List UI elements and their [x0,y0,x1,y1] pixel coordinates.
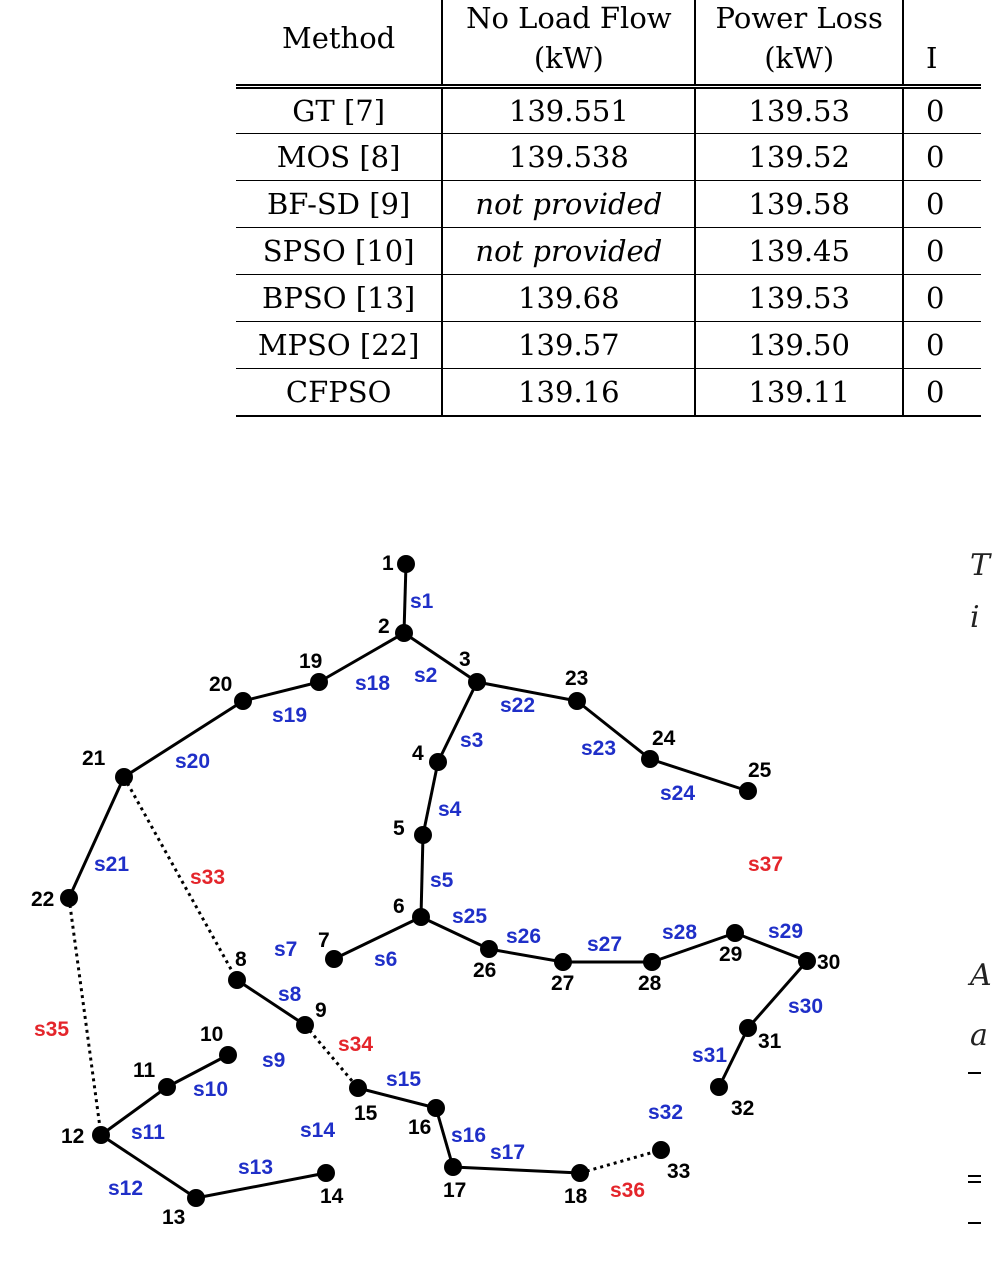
bus-node [429,753,447,771]
bus-node [652,1141,670,1159]
bus-node [310,673,328,691]
bus-label: 10 [200,1023,224,1046]
bus-node [317,1164,335,1182]
cell-power-loss: 139.45 [695,228,903,275]
switch-label: s30 [788,995,824,1018]
bus-node [643,953,661,971]
switch-label: s24 [660,782,696,805]
bus-node [480,940,498,958]
bus-label: 4 [412,742,424,765]
cell-partial: 0 [903,228,981,275]
bus-node [739,1019,757,1037]
switch-label: s8 [278,983,302,1006]
switch-label: s16 [451,1124,487,1147]
bus-label: 5 [393,817,405,840]
cut-rule [968,1181,981,1183]
table-header-row [236,0,981,87]
bus-label: 33 [667,1160,691,1183]
switch-label: s3 [460,729,484,752]
switch-label: s15 [386,1068,422,1091]
switch-label: s31 [692,1044,728,1067]
bus-label: 16 [408,1116,432,1139]
header-power-loss-line2: (kW) [764,41,835,75]
cell-method: BF-SD [9] [236,181,442,228]
bus-label: 7 [318,929,330,952]
bus-node [412,908,430,926]
cut-text-fragment: i [970,600,980,635]
cut-rule [968,1222,981,1224]
branch-line [69,777,124,898]
tie-switch-label: s36 [610,1179,646,1202]
bus-label: 32 [731,1097,755,1120]
bus-label: 15 [354,1102,378,1125]
bus-node [349,1079,367,1097]
cell-power-loss: 139.53 [695,87,903,134]
bus-node [92,1126,110,1144]
network-diagram [0,530,860,1250]
bus-node [554,953,572,971]
header-partial-line2: I [926,41,938,75]
bus-label: 22 [31,888,55,911]
switch-label: s9 [262,1049,286,1072]
bus-node [641,750,659,768]
bus-label: 19 [299,650,323,673]
bus-node [158,1078,176,1096]
branch-line [489,949,563,962]
switch-label: s14 [300,1119,336,1142]
table-row [236,87,981,134]
tie-switch-label: s33 [190,866,226,889]
bus-label: 24 [652,727,676,750]
tie-line [69,898,101,1135]
table-row [236,275,981,322]
cell-power-loss: 139.58 [695,181,903,228]
branch-line [421,835,423,917]
bus-label: 11 [133,1059,156,1082]
cell-method: CFPSO [236,369,442,417]
bus-label: 31 [758,1030,782,1053]
switch-label: s22 [500,694,536,717]
switch-label: s27 [587,933,623,956]
cell-partial: 0 [903,322,981,369]
cell-power-loss: 139.52 [695,134,903,181]
switch-label: s20 [175,750,211,773]
switch-label: s7 [274,938,298,961]
branch-line [423,762,438,835]
header-power-loss [695,0,903,87]
cell-no-load-flow: not provided [442,181,695,228]
cut-text-fragment: A [970,958,992,993]
header-partial [903,0,981,87]
cell-partial: 0 [903,275,981,322]
switch-label: s25 [452,905,488,928]
cell-no-load-flow: 139.16 [442,369,695,417]
bus-label: 6 [393,895,405,918]
bus-label: 9 [315,999,327,1022]
cell-partial: 0 [903,134,981,181]
tie-switch-label: s34 [338,1033,374,1056]
cell-method: GT [7] [236,87,442,134]
switch-label: s2 [414,664,438,687]
bus-node [798,952,816,970]
switch-label: s29 [768,920,804,943]
cell-power-loss: 139.50 [695,322,903,369]
tie-switch-label: s37 [748,853,784,876]
switch-label: s12 [108,1177,144,1200]
bus-label: 3 [459,648,471,671]
switch-label: s19 [272,704,308,727]
switch-label: s6 [374,948,398,971]
bus-label: 23 [565,667,589,690]
bus-node [726,924,744,942]
branch-line [243,682,319,701]
branch-line [404,564,406,633]
tie-switch-label: s35 [34,1018,70,1041]
switch-label: s1 [410,590,434,613]
bus-label: 27 [551,972,575,995]
cell-no-load-flow: 139.57 [442,322,695,369]
table-row [236,369,981,417]
bus-node [710,1078,728,1096]
bus-label: 17 [443,1179,467,1202]
bus-label: 25 [748,759,772,782]
switch-label: s18 [355,672,391,695]
switch-label: s13 [238,1156,274,1179]
bus-node [228,971,246,989]
cell-partial: 0 [903,87,981,134]
bus-node [219,1046,237,1064]
cell-partial: 0 [903,369,981,417]
bus-node [571,1164,589,1182]
switch-label: s28 [662,921,698,944]
bus-node [296,1016,314,1034]
table-row [236,322,981,369]
branch-line [453,1167,580,1173]
header-method: Method [282,21,396,55]
cell-partial: 0 [903,181,981,228]
table-body [236,87,981,417]
bus-node [115,768,133,786]
switch-label: s10 [193,1078,229,1101]
table-row [236,228,981,275]
cut-rule [968,1175,981,1177]
bus-node [397,555,415,573]
cut-text-fragment: T [970,548,991,583]
bus-node [60,889,78,907]
cell-method: MOS [8] [236,134,442,181]
cell-no-load-flow: not provided [442,228,695,275]
header-no-load-flow-line2: (kW) [533,41,604,75]
bus-label: 13 [162,1206,186,1229]
cell-no-load-flow: 139.551 [442,87,695,134]
bus-node [414,826,432,844]
bus-label: 20 [209,673,233,696]
bus-node [468,673,486,691]
bus-node [234,692,252,710]
switch-label: s17 [490,1141,526,1164]
bus-label: 1 [382,552,394,575]
bus-label: 12 [61,1125,85,1148]
cell-no-load-flow: 139.538 [442,134,695,181]
bus-node [325,950,343,968]
switch-label: s11 [131,1121,165,1144]
bus-label: 14 [320,1185,344,1208]
bus-label: 28 [638,972,662,995]
table-row [236,181,981,228]
bus-node [187,1189,205,1207]
cut-rule [968,1072,981,1074]
header-power-loss-line1: Power Loss [715,1,883,35]
bus-node [444,1158,462,1176]
bus-label: 2 [378,615,390,638]
cut-text-fragment: a [970,1018,988,1053]
cell-method: BPSO [13] [236,275,442,322]
bus-label: 26 [473,959,497,982]
bus-label: 21 [82,747,106,770]
switch-label: s23 [581,737,617,760]
cell-power-loss: 139.53 [695,275,903,322]
cell-method: MPSO [22] [236,322,442,369]
bus-label: 30 [817,951,841,974]
bus-node [395,624,413,642]
cell-power-loss: 139.11 [695,369,903,417]
switch-label: s4 [438,798,462,821]
header-no-load-flow [442,0,695,87]
switch-label: s21 [94,853,130,876]
switch-label: s32 [648,1101,684,1124]
bus-node [568,692,586,710]
tie-line [580,1150,661,1173]
bus-label: 8 [235,948,247,971]
cell-method: SPSO [10] [236,228,442,275]
results-table [236,0,981,417]
bus-label: 29 [719,943,743,966]
bus-label: 18 [564,1185,588,1208]
table-row [236,134,981,181]
header-no-load-flow-line1: No Load Flow [466,1,672,35]
switch-label: s5 [430,869,454,892]
bus-node [739,782,757,800]
switch-label: s26 [506,925,542,948]
bus-node [427,1099,445,1117]
cell-no-load-flow: 139.68 [442,275,695,322]
